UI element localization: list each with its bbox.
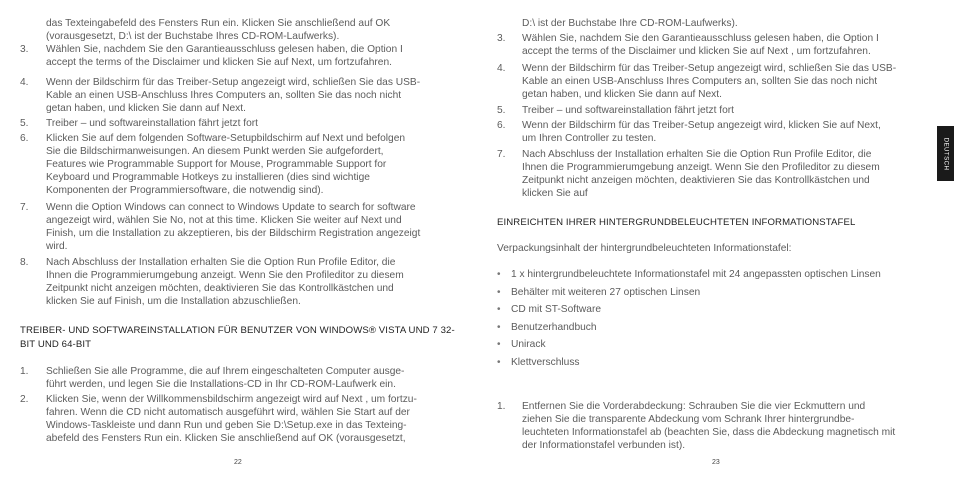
- intro-text: Verpackungsinhalt der hintergrundbeleuchteten Informationstafel:: [497, 243, 792, 254]
- page-number: 23: [712, 459, 720, 466]
- section-heading: TREIBER- UND SOFTWAREINSTALLATION FÜR BENUTZER VON WINDOWS® VISTA UND 7 32- BIT UND 64-BIT: [20, 325, 455, 350]
- list-item: Schließen Sie alle Programme, die auf Ihrem eingeschalteten Computer ausge- führt werden, und legen Sie die Installations-CD in Ihr CD-ROM-Laufwerk ein.: [46, 366, 405, 391]
- list-item: Treiber – und softwareinstallation fährt jetzt fort: [46, 118, 258, 129]
- list-number: 1.: [497, 401, 506, 412]
- list-number: 6.: [20, 133, 29, 144]
- list-item: Nach Abschluss der Installation erhalten Sie die Option Run Profile Editor, die Ihnen die Programmierumgebung anzeigt. Wenn Sie den Profileditor zu diesem Zeitpunkt nicht anzeigen möchten, deaktivieren Sie das Kontrollkästchen und klicken Sie auf Finish, um die Installation abzuschließen.: [46, 257, 404, 308]
- language-tab-label: DEUTSCH: [942, 137, 949, 170]
- right-page: [477, 0, 954, 477]
- bullet-dot: •: [497, 357, 501, 368]
- list-number: 4.: [20, 77, 29, 88]
- list-item: Wählen Sie, nachdem Sie den Garantieausschluss gelesen haben, die Option I accept the terms of the Disclaimer und klicken Sie auf Next , um fortzufahren.: [522, 33, 879, 58]
- list-number: 6.: [497, 120, 506, 131]
- list-item: Entfernen Sie die Vorderabdeckung: Schrauben Sie die vier Eckmuttern und ziehen Sie die transparente Abdeckung vom Schrank Ihrer hintergrundbe- leuchteten Informationstafel ab (beachten Sie, dass die Abdeckung magnetisch mit der Informationstafel verbunden ist).: [522, 401, 896, 452]
- bullet-dot: •: [497, 339, 501, 350]
- list-number: 5.: [497, 105, 506, 116]
- page-number: 22: [234, 459, 242, 466]
- list-item: Treiber – und softwareinstallation fährt jetzt fort: [522, 105, 734, 116]
- bullet-dot: •: [497, 287, 501, 298]
- bullet-item: Unirack: [511, 339, 546, 350]
- bullet-dot: •: [497, 322, 501, 333]
- continuation-text: das Texteingabefeld des Fensters Run ein. Klicken Sie anschließend auf OK (vorausgesetzt, D:\ ist der Buchstabe Ihres CD-ROM-Laufwerks).: [46, 18, 391, 43]
- section-heading: EINREICHTEN IHRER HINTERGRUNDBELEUCHTETEN INFORMATIONSTAFEL: [497, 217, 856, 228]
- bullet-dot: •: [497, 269, 501, 280]
- list-number: 4.: [497, 63, 506, 74]
- bullet-item: CD mit ST-Software: [511, 304, 602, 315]
- bullet-item: Klettverschluss: [511, 357, 580, 368]
- list-number: 8.: [20, 257, 29, 268]
- list-item: Wenn die Option Windows can connect to Windows Update to search for software angezeigt wird, wählen Sie No, not at this time. Klicken Sie weiter auf Next und Finish, um die Installation zu akzeptieren, bis der Bildschirm Registration angezeigt wird.: [46, 202, 421, 253]
- language-tab: [937, 126, 954, 181]
- list-item: Klicken Sie, wenn der Willkommensbildschirm angezeigt wird auf Next , um fortzu- fahren. Wenn die CD nicht automatisch ausgeführt wird, wählen Sie Start auf der Windows-Taskleiste und dann Run und geben Sie D:\Setup.exe in das Texteing- abefeld des Fensters Run ein. Klicken Sie anschließend auf OK (vorausgesetzt,: [46, 394, 417, 445]
- bullet-item: Benutzerhandbuch: [511, 322, 597, 333]
- bullet-item: 1 x hintergrundbeleuchtete Informationstafel mit 24 angepassten optischen Linsen: [511, 269, 881, 280]
- list-number: 7.: [20, 202, 29, 213]
- list-number: 3.: [497, 33, 506, 44]
- bullet-dot: •: [497, 304, 501, 315]
- bullet-item: Behälter mit weiteren 27 optischen Linsen: [511, 287, 701, 298]
- list-item: Nach Abschluss der Installation erhalten Sie die Option Run Profile Editor, die Ihnen die Programmierumgebung anzeigt. Wenn Sie den Profileditor zu diesem Zeitpunkt nicht anzeigen möchten, deaktivieren Sie das Kontrollkästchen und klicken Sie auf: [522, 149, 880, 200]
- list-number: 1.: [20, 366, 29, 377]
- list-number: 5.: [20, 118, 29, 129]
- list-item: Wenn der Bildschirm für das Treiber-Setup angezeigt wird, schließen Sie das USB- Kable an einen USB-Anschluss Ihres Computers an, sollten Sie das noch nicht getan haben, und klicken Sie dann auf Next.: [522, 63, 897, 101]
- list-number: 2.: [20, 394, 29, 405]
- list-number: 7.: [497, 149, 506, 160]
- list-item: Wählen Sie, nachdem Sie den Garantieausschluss gelesen haben, die Option I accept the terms of the Disclaimer und klicken Sie auf Next, um fortzufahren.: [46, 44, 403, 69]
- list-item: Wenn der Bildschirm für das Treiber-Setup angezeigt wird, klicken Sie auf Next, um Ihren Controller zu testen.: [522, 120, 881, 145]
- continuation-text: D:\ ist der Buchstabe Ihre CD-ROM-Laufwerks).: [522, 18, 738, 29]
- list-number: 3.: [20, 44, 29, 55]
- list-item: Wenn der Bildschirm für das Treiber-Setup angezeigt wird, schließen Sie das USB- Kable an einen USB-Anschluss Ihres Computers an, sollten Sie das noch nicht getan haben, und klicken Sie dann auf Next.: [46, 77, 421, 115]
- list-item: Klicken Sie auf dem folgenden Software-Setupbildschirm auf Next und befolgen Sie die Bildschirmanweisungen. An diesem Punkt werden Sie aufgefordert, Features wie Programmable Support for Mouse, Programmable Support for Keyboard und Programmable Hotkeys zu installieren (dies sind wichtige Komponenten der Programmiersoftware, die notwendig sind).: [46, 133, 406, 197]
